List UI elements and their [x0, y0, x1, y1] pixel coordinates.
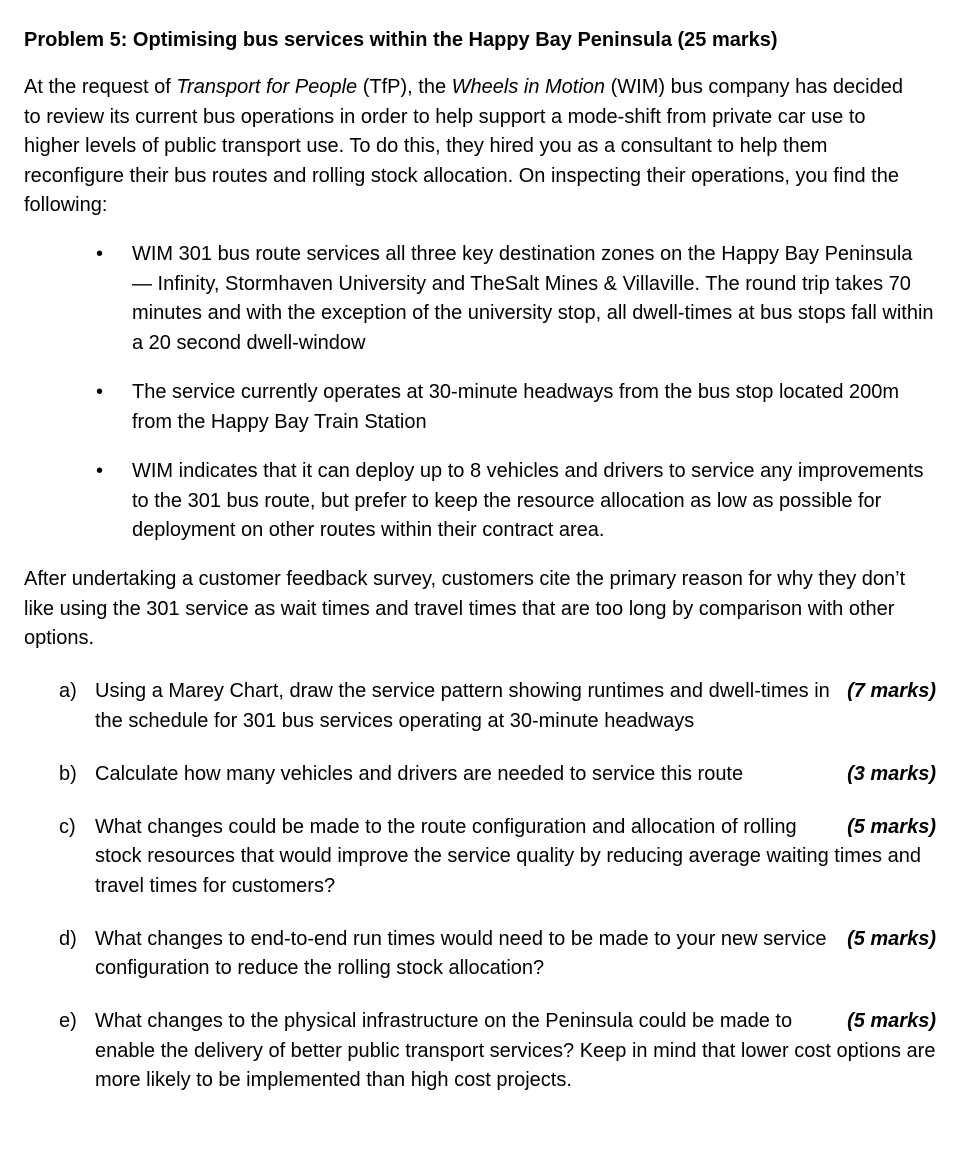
finding-text: WIM 301 bus route services all three key destination zones on the Happy Bay Peninsula — Infinity, Stormhaven University and TheSalt Mines & Villaville. The round trip takes 70 minutes and with the exception of the university stop, all dwell-times at bus stops fall within a 20 second dwell-window — [132, 243, 934, 354]
question-marks: (3 marks) — [847, 762, 936, 785]
question-letter: c) — [59, 815, 76, 838]
finding-item — [24, 240, 936, 358]
problem-title: Problem 5: Optimising bus services within the Happy Bay Peninsula (25 marks) — [24, 29, 778, 51]
finding-item — [24, 378, 936, 437]
findings-list — [24, 240, 936, 566]
question-b — [24, 760, 936, 790]
question-marks: (7 marks) — [847, 680, 936, 702]
question-letter: e) — [59, 1010, 77, 1032]
bullet-icon: • — [96, 460, 104, 482]
intro-text-1: At the request of — [24, 76, 177, 98]
question-text: What changes to end-to-end run times would need to be made to your new service configuration to reduce the rolling stock allocation? — [95, 927, 827, 979]
question-text: Using a Marey Chart, draw the service pattern showing runtimes and dwell-times in the schedule for 301 bus services operating at 30-minute headways — [95, 680, 830, 732]
feedback-paragraph: After undertaking a customer feedback survey, customers cite the primary reason for why they don’t like using the 301 service as wait times and travel times that are too long by comparison with other options. — [24, 568, 906, 649]
question-letter: a) — [59, 680, 77, 702]
question-a — [24, 677, 936, 736]
bullet-icon: • — [96, 381, 104, 403]
question-d — [24, 925, 936, 984]
finding-text: The service currently operates at 30-minute headways from the bus stop located 200m from the Happy Bay Train Station — [132, 381, 900, 433]
question-c — [24, 813, 936, 902]
question-marks: (5 marks) — [847, 927, 936, 950]
question-marks: (5 marks) — [847, 815, 936, 838]
question-letter: d) — [59, 927, 77, 950]
question-text: What changes could be made to the route configuration and allocation of rolling stock resources that would improve the service quality by reducing average waiting times and travel times for customers? — [95, 815, 921, 897]
finding-text: WIM indicates that it can deploy up to 8 vehicles and drivers to service any improvements to the 301 bus route, but prefer to keep the resource allocation as low as possible for deployment on other routes within their contract area. — [132, 460, 924, 541]
finding-item — [24, 457, 936, 546]
intro-text-3: (WIM) bus company has decided to review its current bus operations in order to help support a mode-shift from private car use to higher levels of public transport use. To do this, they hired you as a consultant to help them reconfigure their bus routes and rolling stock allocation. On inspecting their operations, you find the following: — [24, 76, 903, 216]
questions-list — [24, 677, 936, 1119]
question-marks: (5 marks) — [847, 1010, 936, 1032]
intro-text-2: (TfP), the — [357, 76, 452, 98]
question-letter: b) — [59, 762, 77, 785]
tfp-name: Transport for People — [176, 76, 358, 98]
question-text: Calculate how many vehicles and drivers are needed to service this route — [95, 762, 744, 785]
question-text: What changes to the physical infrastructure on the Peninsula could be made to enable the delivery of better public transport services? Keep in mind that lower cost options are more likely to be implemented than high cost projects. — [95, 1010, 936, 1091]
question-e — [24, 1007, 936, 1096]
wim-name: Wheels in Motion — [451, 76, 606, 98]
bullet-icon: • — [96, 243, 104, 265]
intro-paragraph — [24, 73, 924, 221]
